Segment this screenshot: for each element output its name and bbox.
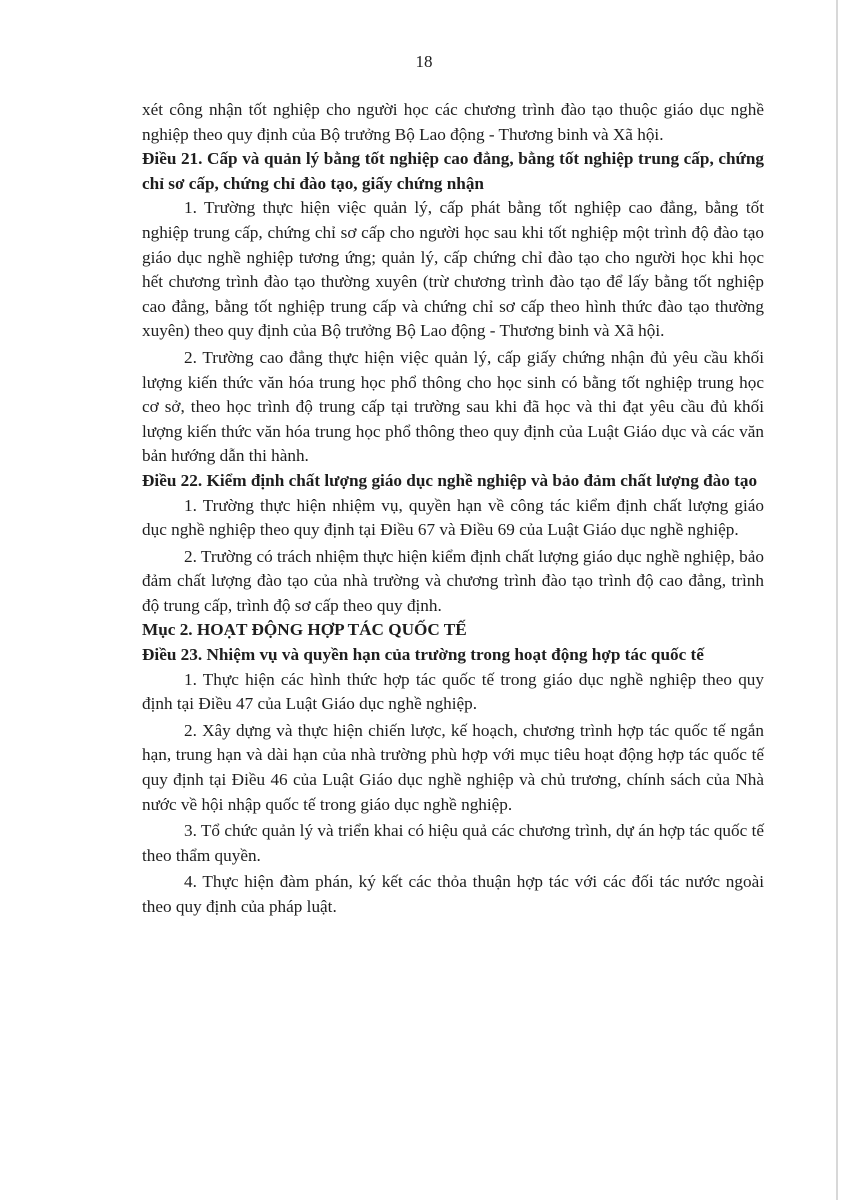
article-21-clause-1: 1. Trường thực hiện việc quản lý, cấp phát bằng tốt nghiệp cao đẳng, bằng tốt nghiệp trung cấp, chứng chỉ sơ cấp cho người học sau khi tốt nghiệp một trình độ đào tạo giáo dục nghề nghiệp tương ứng; quản lý, cấp chứng chỉ đào tạo cho người học khi học hết chương trình đào tạo thường xuyên (trừ chương trình đào tạo để lấy bằng tốt nghiệp cao đẳng, bằng tốt nghiệp trung cấp và chứng chỉ sơ cấp theo hình thức đào tạo thường xuyên) theo quy định của Bộ trưởng Bộ Lao động - Thương binh và Xã hội. — [142, 198, 764, 341]
page-number: 18 — [415, 52, 433, 71]
section-2-heading: Mục 2. HOẠT ĐỘNG HỢP TÁC QUỐC TẾ — [142, 620, 467, 640]
article-22-heading: Điều 22. Kiểm định chất lượng giáo dục nghề nghiệp và bảo đảm chất lượng đào tạo — [142, 470, 758, 490]
article-23-clause-3: 3. Tổ chức quản lý và triển khai có hiệu quả các chương trình, dự án hợp tác quốc tế theo thẩm quyền. — [142, 821, 764, 865]
article-21-clause-2: 2. Trường cao đẳng thực hiện việc quản lý, cấp giấy chứng nhận đủ yêu cầu khối lượng kiến thức văn hóa trung học phổ thông cho học sinh có bằng tốt nghiệp trung học cơ sở, theo học trình độ trung cấp tại trường sau khi đã học và thi đạt yêu cầu đủ khối lượng kiến thức văn hóa trung học phổ thông theo quy định của Luật Giáo dục và các văn bản hướng dẫn thi hành. — [142, 347, 764, 466]
article-22-clause-1: 1. Trường thực hiện nhiệm vụ, quyền hạn về công tác kiểm định chất lượng giáo dục nghề nghiệp theo quy định tại Điều 67 và Điều 69 của Luật Giáo dục nghề nghiệp. — [142, 495, 764, 540]
page-edge-divider — [836, 0, 838, 1200]
article-23-clause-1: 1. Thực hiện các hình thức hợp tác quốc tế trong giáo dục nghề nghiệp theo quy định tại Điều 47 của Luật Giáo dục nghề nghiệp. — [142, 669, 764, 714]
article-23-heading: Điều 23. Nhiệm vụ và quyền hạn của trường trong hoạt động hợp tác quốc tế — [142, 645, 704, 665]
article-23-clause-2: 2. Xây dựng và thực hiện chiến lược, kế hoạch, chương trình hợp tác quốc tế ngắn hạn, trung hạn và dài hạn của nhà trường phù hợp với mục tiêu hoạt động hợp tác quốc tế quy định tại Điều 46 của Luật Giáo dục nghề nghiệp và chủ trương, chính sách của Nhà nước về hội nhập quốc tế trong giáo dục nghề nghiệp. — [142, 720, 764, 814]
paragraph-continuation: xét công nhận tốt nghiệp cho người học các chương trình đào tạo thuộc giáo dục nghề nghiệp theo quy định của Bộ trưởng Bộ Lao động - Thương binh và Xã hội. — [142, 100, 764, 144]
article-21-heading: Điều 21. Cấp và quản lý bằng tốt nghiệp cao đẳng, bằng tốt nghiệp trung cấp, chứng chỉ sơ cấp, chứng chỉ đào tạo, giấy chứng nhận — [142, 149, 764, 193]
document-body — [142, 98, 764, 920]
article-23-clause-4: 4. Thực hiện đàm phán, ký kết các thỏa thuận hợp tác với các đối tác nước ngoài theo quy định của pháp luật. — [142, 872, 764, 916]
article-22-clause-2: 2. Trường có trách nhiệm thực hiện kiểm định chất lượng giáo dục nghề nghiệp, bảo đảm chất lượng đào tạo của nhà trường và chương trình đào tạo trình độ cao đẳng, trình độ trung cấp, trình độ sơ cấp theo quy định. — [142, 546, 764, 615]
